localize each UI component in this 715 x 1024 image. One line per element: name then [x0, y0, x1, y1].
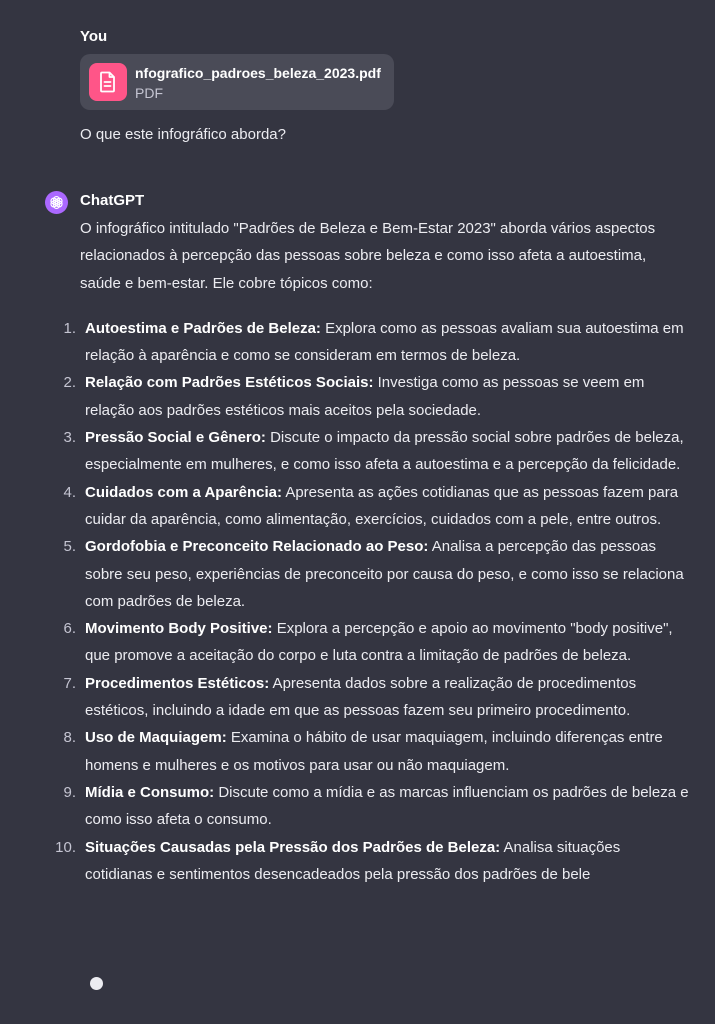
topic-description: Explora a percepção e apoio ao movimento "body positive", que promove a aceitação do corpo e luta contra a limitação de padrões de beleza. — [85, 620, 673, 665]
topic-list-item — [63, 479, 690, 534]
topic-title: Pressão Social e Gênero: — [85, 429, 266, 447]
topic-list-item — [63, 533, 690, 615]
topic-title: Mídia e Consumo: — [85, 783, 215, 801]
topic-description: Explora como as pessoas avaliam sua autoestima em relação à aparência e como se consideram em termos de beleza. — [85, 319, 684, 365]
topic-title: Autoestima e Padrões de Beleza: — [85, 319, 321, 337]
topic-number: 3. — [63, 429, 76, 447]
topic-list-item — [63, 424, 690, 479]
topic-description: Discute o impacto da pressão social sobre padrões de beleza, especialmente em mulheres, e como isso afeta a autoestima e a percepção da felicidade. — [85, 429, 684, 474]
user-message-block — [80, 26, 680, 146]
attachment-card[interactable] — [80, 54, 394, 110]
topic-title: Situações Causadas pela Pressão dos Padrões de Beleza: — [85, 838, 501, 856]
attachment-filetype: PDF — [135, 85, 163, 101]
topic-title: Gordofobia e Preconceito Relacionado ao Peso: — [85, 538, 429, 556]
topic-description: Apresenta as ações cotidianas que as pessoas fazem para cuidar da aparência, como alimentação, exercícios, cuidados com a pele, entre outros. — [85, 483, 679, 528]
topic-list-item — [63, 670, 690, 725]
topics-list — [55, 315, 690, 888]
topic-number: 2. — [63, 374, 76, 392]
topic-description: Examina o hábito de usar maquiagem, incluindo diferenças entre homens e mulheres e os motivos para usar ou não maquiagem. — [85, 729, 663, 774]
topic-number: 6. — [63, 620, 76, 638]
openai-logo-icon — [45, 191, 68, 214]
topic-title: Relação com Padrões Estéticos Sociais: — [85, 374, 374, 392]
topic-description: Analisa situações cotidianas e sentimentos desencadeados pela pressão dos padrões de bele — [85, 838, 621, 883]
assistant-intro-text: O infográfico intitulado "Padrões de Beleza e Bem-Estar 2023" aborda vários aspectos relacionados à percepção das pessoas sobre beleza e como isso afeta a autoestima, saúde e bem-estar. Ele cobre tópicos como: — [80, 220, 656, 292]
topic-number: 8. — [63, 729, 76, 747]
topic-title: Uso de Maquiagem: — [85, 729, 227, 747]
streaming-cursor-indicator — [90, 977, 103, 990]
document-icon — [89, 63, 127, 101]
topic-list-item — [63, 615, 690, 670]
topic-number: 4. — [63, 483, 76, 501]
topic-number: 5. — [63, 538, 76, 556]
topic-number: 1. — [63, 319, 76, 337]
topic-description: Investiga como as pessoas se veem em relação aos padrões estéticos mais aceitos pela sociedade. — [85, 374, 645, 419]
topic-description: Apresenta dados sobre a realização de procedimentos estéticos, incluindo a idade em que as pessoas fazem seu primeiro procedimento. — [85, 674, 637, 720]
topic-list-item — [63, 369, 690, 424]
topic-list-item — [63, 315, 690, 370]
attachment-filename: nfografico_padroes_beleza_2023.pdf — [135, 65, 381, 81]
topic-list-item — [55, 834, 690, 889]
assistant-author-label: ChatGPT — [80, 192, 145, 209]
assistant-message-block — [55, 190, 690, 888]
user-author-label: You — [80, 28, 108, 45]
topic-number: 7. — [63, 674, 76, 692]
topic-number: 9. — [63, 783, 76, 801]
topic-description: Analisa a percepção das pessoas sobre seu peso, experiências de preconceito por causa do peso, e como isso se relaciona com padrões de beleza. — [85, 538, 684, 610]
topic-number: 10. — [55, 838, 76, 856]
topic-list-item — [63, 724, 690, 779]
topic-list-item — [63, 779, 690, 834]
user-message-text: O que este infográfico aborda? — [80, 126, 286, 143]
topic-title: Cuidados com a Aparência: — [85, 483, 282, 501]
topic-title: Movimento Body Positive: — [85, 620, 273, 638]
topic-title: Procedimentos Estéticos: — [85, 674, 270, 692]
topic-description: Discute como a mídia e as marcas influenciam os padrões de beleza e como isso afeta o consumo. — [85, 783, 689, 829]
